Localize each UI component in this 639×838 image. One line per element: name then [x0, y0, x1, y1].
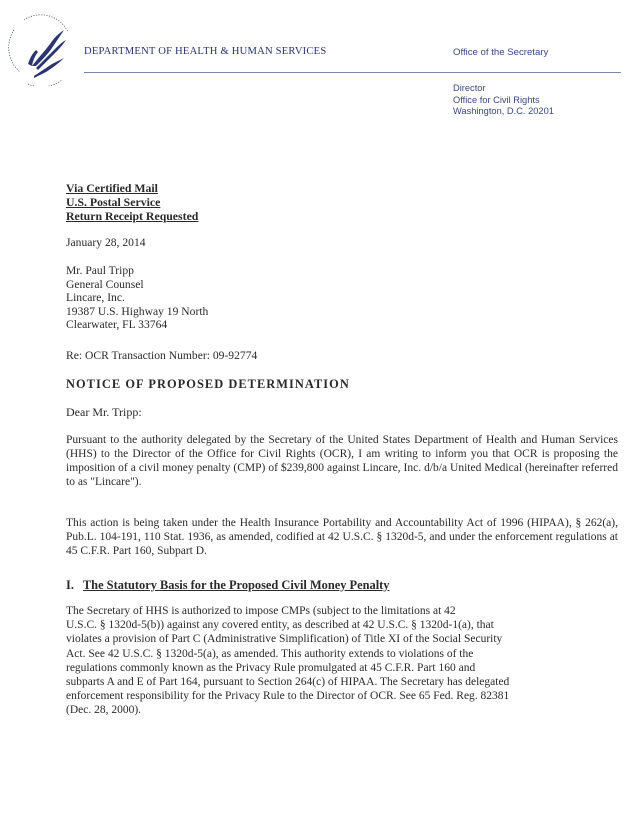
recipient-line: General Counsel: [66, 277, 144, 291]
section-title: The Statutory Basis for the Proposed Civil Money Penalty: [82, 578, 390, 592]
text-line: enforcement responsibility for the Privacy Rule to the Director of OCR. See 65 Fed. Reg. 82381: [66, 690, 510, 703]
text-line: violates a provision of Part C (Administrative Simplification) of Title XI of the Social Security: [66, 633, 503, 646]
office-name: Office of the Secretary: [453, 47, 549, 58]
letterhead-divider: [84, 72, 621, 73]
department-name: DEPARTMENT OF HEALTH & HUMAN SERVICES: [84, 46, 327, 57]
section-heading: [66, 578, 389, 593]
notice-title: NOTICE OF PROPOSED DETERMINATION: [66, 377, 350, 391]
text-line: Act. See 42 U.S.C. § 1320d-5(a), as amended. This authority extends to violations of the: [66, 647, 474, 660]
text-line: U.S.C. § 1320d-5(b)) against any covered entity, as described at 42 U.S.C. § 1320d-1(a), that: [66, 619, 494, 632]
recipient-line: Clearwater, FL 33764: [66, 318, 168, 332]
recipient-line: Mr. Paul Tripp: [66, 264, 134, 277]
section-number: I.: [66, 578, 74, 592]
text-line: (Dec. 28, 2000).: [66, 704, 142, 717]
paragraph-legal-basis: This action is being taken under the Health Insurance Portability and Accountability Act of 1996 (HIPAA), § 262(a), Pub.L. 104-191, 110 Stat. 1936, as amended, codified at 42 U.S.C. § 1320d-5, and under the enforcement regulations at 45 C.F.R. Part 160, Subpart D.: [66, 517, 618, 557]
director-address: [453, 83, 554, 118]
recipient-line: Lincare, Inc.: [66, 291, 125, 305]
recipient-line: 19387 U.S. Highway 19 North: [66, 304, 209, 318]
text-line: The Secretary of HHS is authorized to impose CMPs (subject to the limitations at 42: [66, 605, 456, 617]
salutation: Dear Mr. Tripp:: [66, 405, 142, 419]
paragraph-authority: Pursuant to the authority delegated by the Secretary of the United States Department of Health and Human Services (HHS) to the Director of the Office for Civil Rights (OCR), I am writing to inform you that OCR is proposing the imposition of a civil money penalty (CMP) of $239,800 against Lincare, Inc. d/b/a United Medical (hereinafter referred to as "Lincare").: [66, 434, 618, 488]
hhs-seal-logo: [6, 6, 76, 86]
mail-line: Return Receipt Requested: [66, 209, 199, 223]
address-line: Director: [453, 83, 486, 93]
mail-method-block: [66, 181, 198, 223]
paragraph-statutory-basis: [66, 604, 618, 718]
recipient-address: [66, 264, 208, 332]
reference-line: Re: OCR Transaction Number: 09-92774: [66, 349, 258, 362]
address-line: Washington, D.C. 20201: [453, 106, 554, 116]
text-line: subparts A and E of Part 164, pursuant to Section 264(c) of HIPAA. The Secretary has delegated: [66, 676, 510, 689]
text-line: regulations commonly known as the Privacy Rule promulgated at 45 C.F.R. Part 160 and: [66, 661, 476, 674]
address-line: Office for Civil Rights: [453, 94, 540, 105]
letter-date: January 28, 2014: [66, 236, 146, 249]
mail-line: Via Certified Mail: [66, 181, 158, 195]
mail-line: U.S. Postal Service: [66, 195, 161, 209]
